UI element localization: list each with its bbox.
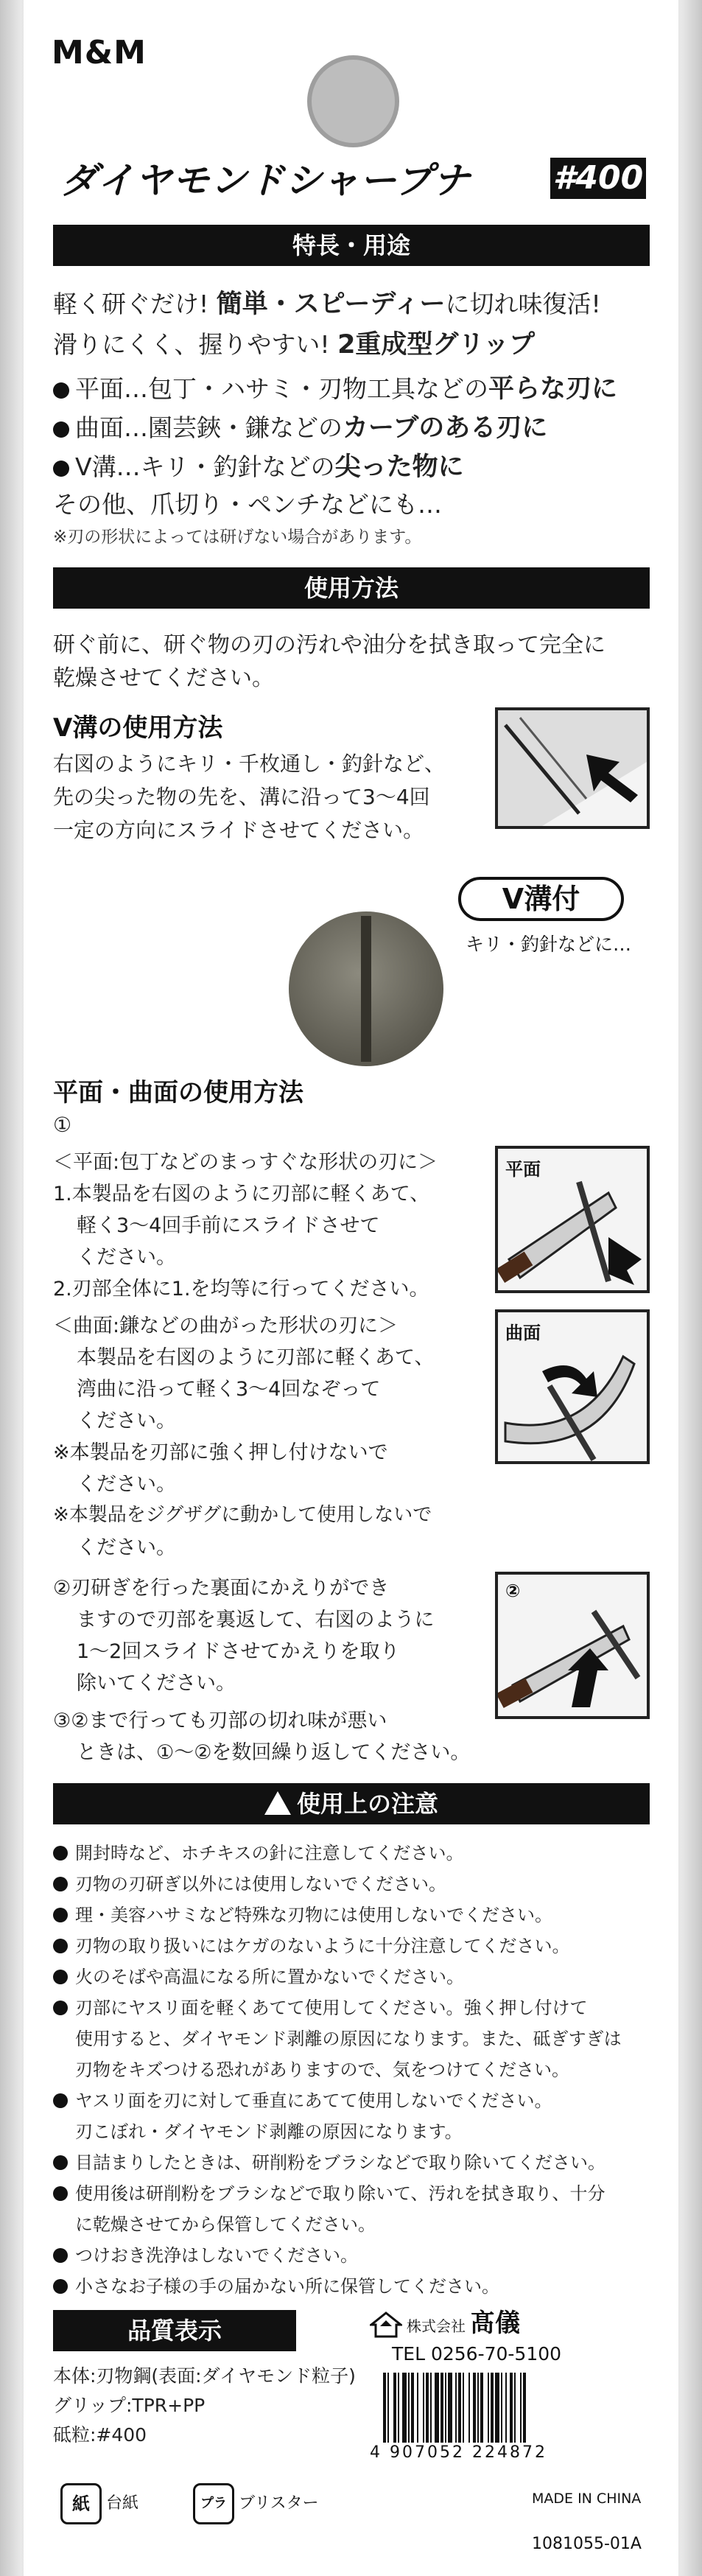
recycle-paper <box>60 2483 138 2524</box>
caution-text: 使用後は研削粉をブラシなどで取り除いて、汚れを拭き取り、十分 <box>75 2183 606 2204</box>
feature-text: 滑りにくく、握りやすい! <box>53 330 338 359</box>
section-features: 特長・用途 <box>53 225 650 266</box>
quality-grit: 砥粒:#400 <box>53 2424 147 2446</box>
caution-item <box>53 1962 464 1988</box>
note-2: ください。 <box>77 1473 176 1496</box>
company-logo-icon <box>370 2311 402 2338</box>
usage-intro-1: 研ぐ前に、研ぐ物の刃の汚れや油分を拭き取って完全に <box>53 632 606 658</box>
bullet-icon <box>53 1970 68 1984</box>
curve-illustration <box>495 1309 650 1464</box>
caution-text: 理・美容ハサミなど特殊な刃物には使用しないでください。 <box>75 1905 552 1925</box>
caution-text: 開封時など、ホチキスの針に注意してください。 <box>75 1843 464 1863</box>
feature-text: 平面…包丁・ハサミ・刃物工具などの <box>75 374 488 403</box>
feature-line-2 <box>53 324 535 361</box>
feature-vgroove <box>53 447 464 483</box>
caution-text: 刃物の刃研ぎ以外には使用しないでください。 <box>75 1874 446 1894</box>
feature-flat <box>53 368 617 405</box>
caution-item <box>53 2086 552 2112</box>
feature-emphasis: 簡単・スピーディー <box>216 290 446 319</box>
flat-intro: ＜平面:包丁などのまっすぐな形状の刃に＞ <box>53 1151 438 1174</box>
caution-item <box>53 2272 499 2297</box>
bullet-icon <box>53 2001 68 2015</box>
feature-text: 曲面…園芸鋏・鎌などの <box>75 413 343 442</box>
company-name-text: 髙儀 <box>470 2309 520 2338</box>
vgroove-badge-sub: キリ・釣針などに… <box>466 934 632 955</box>
quality-grip: グリップ:TPR+PP <box>53 2395 206 2416</box>
plastic-recycle-icon: プラ <box>193 2483 234 2524</box>
step-2-b: ますので刃部を裏返して、右図のように <box>77 1609 435 1631</box>
caution-text: 目詰まりしたときは、研削粉をブラシなどで取り除いてください。 <box>75 2152 606 2173</box>
caution-item <box>53 1869 446 1895</box>
hang-hole <box>307 55 399 147</box>
bullet-icon <box>53 461 69 477</box>
recycle-plastic-label: ブリスター <box>239 2494 319 2513</box>
vgroove-text-3: 一定の方向にスライドさせてください。 <box>53 818 424 842</box>
feature-note: ※刃の形状によっては研げない場合があります。 <box>53 528 422 547</box>
flat-step-4: 2.刃部全体に1.を均等に行ってください。 <box>53 1278 429 1301</box>
curve-step-3: ください。 <box>77 1410 176 1432</box>
caution-text: 火のそばや高温になる所に置かないでください。 <box>75 1967 464 1987</box>
section-usage: 使用方法 <box>53 567 650 609</box>
flat-illustration-label: 平面 <box>505 1159 541 1180</box>
bullet-icon <box>53 1846 68 1861</box>
feature-text: に切れ味復活! <box>445 290 601 318</box>
barcode-bar <box>523 2373 526 2443</box>
section-quality: 品質表示 <box>53 2310 296 2351</box>
bullet-icon <box>53 2248 68 2263</box>
curve-step-1: 本製品を右図のように刃部に軽くあて、 <box>77 1346 435 1369</box>
feature-emphasis: カーブのある刃に <box>343 413 548 443</box>
company-tel: TEL 0256-70-5100 <box>392 2343 562 2365</box>
vgroove-text-2: 先の尖った物の先を、溝に沿って3～4回 <box>53 785 430 809</box>
caution-text: つけおき洗浄はしないでください。 <box>75 2245 358 2266</box>
grit-badge: #400 <box>550 158 646 199</box>
product-code: 1081055-01A <box>532 2535 642 2553</box>
recycle-plastic <box>193 2483 319 2524</box>
deburr-illustration-label: ② <box>505 1581 521 1601</box>
sharpener-stone-photo <box>289 911 443 1066</box>
barcode <box>370 2373 642 2465</box>
feature-emphasis: 尖った物に <box>334 452 464 482</box>
made-in: MADE IN CHINA <box>532 2491 642 2507</box>
caution-item-cont: 刃物をキズつける恐れがありますので、気をつけてください。 <box>75 2059 570 2080</box>
bullet-icon <box>53 2186 68 2201</box>
caution-text: 刃部にヤスリ面を軽くあてて使用してください。強く押し付けて <box>75 1998 588 2018</box>
company-name <box>370 2303 520 2339</box>
caution-item <box>53 1931 570 1957</box>
caution-item <box>53 1993 588 2019</box>
step-3-a: ③②まで行っても刃部の切れ味が悪い <box>53 1709 387 1732</box>
note-1: ※本製品を刃部に強く押し付けないで <box>53 1441 388 1464</box>
caution-title: 使用上の注意 <box>296 1790 438 1818</box>
caution-text: 刃物の取り扱いにはケガのないように十分注意してください。 <box>75 1936 570 1956</box>
bullet-icon <box>53 1908 68 1922</box>
vgroove-illustration <box>495 707 650 829</box>
caution-text: ヤスリ面を刃に対して垂直にあてて使用しないでください。 <box>75 2090 552 2111</box>
bullet-icon <box>53 421 69 438</box>
barcode-bars <box>383 2373 636 2443</box>
vgroove-heading: V溝の使用方法 <box>53 713 223 743</box>
caution-item <box>53 2148 606 2174</box>
feature-emphasis: 平らな刃に <box>488 374 618 404</box>
caution-item <box>53 2179 606 2205</box>
curve-intro: ＜曲面:鎌などの曲がった形状の刃に＞ <box>53 1315 399 1337</box>
caution-text: 小さなお子様の手の届かない所に保管してください。 <box>75 2276 499 2297</box>
paper-recycle-icon: 紙 <box>60 2483 102 2524</box>
step-2-d: 除いてください。 <box>77 1672 236 1695</box>
bullet-icon <box>53 1939 68 1953</box>
flat-step-3: ください。 <box>77 1246 176 1269</box>
caution-item <box>53 2241 358 2267</box>
recycle-paper-label: 台紙 <box>106 2494 139 2513</box>
caution-item-cont: 使用すると、ダイヤモンド剥離の原因になります。また、砥ぎすぎは <box>75 2029 622 2049</box>
warning-icon <box>264 1791 291 1815</box>
feature-others: その他、爪切り・ペンチなどにも… <box>53 490 442 519</box>
section-caution <box>53 1783 650 1824</box>
step-3-b: ときは、①～②を数回繰り返してください。 <box>77 1741 471 1764</box>
caution-item <box>53 1838 464 1864</box>
vgroove-badge: V溝付 <box>458 877 624 921</box>
feature-line-1 <box>53 284 601 321</box>
bullet-icon <box>53 2155 68 2170</box>
step-2-a: ②刃研ぎを行った裏面にかえりができ <box>53 1577 390 1600</box>
package-card <box>24 0 678 2576</box>
bullet-icon <box>53 382 69 399</box>
vgroove-text-1: 右図のようにキリ・千枚通し・釣針など、 <box>53 752 446 776</box>
barcode-number: 4 907052 224872 <box>370 2443 547 2462</box>
bullet-icon <box>53 2279 68 2294</box>
curve-illustration-label: 曲面 <box>505 1323 541 1343</box>
step-2-c: 1～2回スライドさせてかえりを取り <box>77 1640 400 1663</box>
curve-step-2: 湾曲に沿って軽く3～4回なぞって <box>77 1378 381 1401</box>
flat-illustration <box>495 1146 650 1293</box>
feature-text: 軽く研ぐだけ! <box>53 290 217 318</box>
usage-intro-2: 乾燥させてください。 <box>53 665 274 691</box>
caution-item-cont: に乾燥させてから保管してください。 <box>75 2214 376 2235</box>
note-3: ※本製品をジグザグに動かして使用しないで <box>53 1504 432 1526</box>
flat-curve-heading: 平面・曲面の使用方法 <box>53 1078 303 1107</box>
bullet-icon <box>53 1877 68 1891</box>
flat-step-2: 軽く3～4回手前にスライドさせて <box>77 1214 380 1237</box>
caution-item-cont: 刃こぼれ・ダイヤモンド剥離の原因になります。 <box>75 2121 463 2142</box>
feature-text: V溝…キリ・釣針などの <box>75 452 335 481</box>
quality-body: 本体:刃物鋼(表面:ダイヤモンド粒子) <box>53 2365 356 2387</box>
deburr-illustration <box>495 1572 650 1719</box>
vgroove-drawing <box>498 710 647 826</box>
note-4: ください。 <box>77 1536 176 1559</box>
flat-step-1: 1.本製品を右図のように刃部に軽くあて、 <box>53 1183 430 1205</box>
feature-emphasis: 2重成型グリップ <box>337 330 536 360</box>
vgroove-photo <box>361 916 371 1062</box>
feature-curve <box>53 407 547 444</box>
product-title: ダイヤモンドシャープナ <box>60 159 471 202</box>
caution-item <box>53 1900 552 1926</box>
brand-logo: M&M <box>52 34 147 71</box>
company-prefix: 株式会社 <box>407 2317 466 2335</box>
step-1-marker: ① <box>53 1113 72 1137</box>
bullet-icon <box>53 2093 68 2108</box>
